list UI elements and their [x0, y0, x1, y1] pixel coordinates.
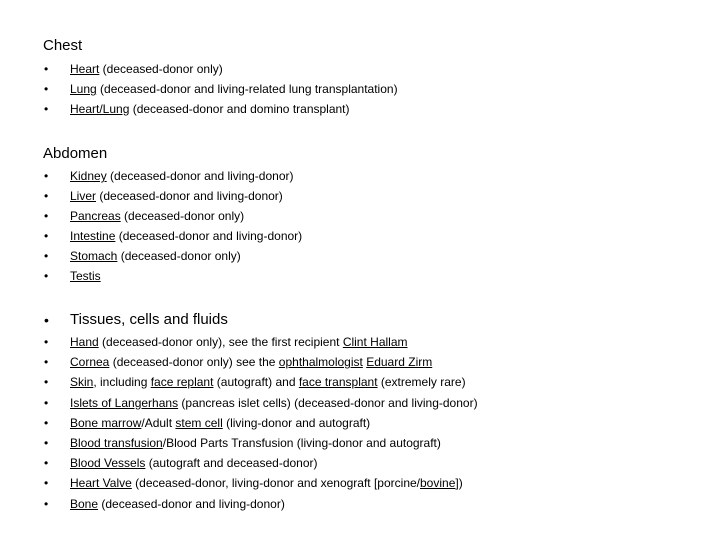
list-item-text: [70, 226, 302, 246]
link-kidney[interactable]: Kidney: [70, 169, 107, 183]
link-stomach[interactable]: Stomach: [70, 249, 118, 263]
link-lung[interactable]: Lung: [70, 82, 97, 96]
bullet-icon: •: [44, 335, 49, 349]
item-description: , including: [93, 375, 151, 390]
link-cornea[interactable]: Cornea: [70, 355, 110, 370]
link-intestine[interactable]: Intestine: [70, 229, 116, 243]
bullet-icon: •: [44, 312, 49, 328]
item-description: (deceased-donor and living-related lung transplantation): [96, 82, 398, 96]
bullet-icon: •: [44, 102, 49, 116]
bullet-icon: •: [44, 395, 49, 410]
bullet-icon: •: [44, 229, 49, 243]
list-item-text: [70, 352, 432, 372]
item-description: /Adult: [141, 415, 176, 430]
item-description: (pancreas islet cells) (deceased-donor and living-donor): [178, 395, 478, 410]
bullet-icon: •: [44, 436, 49, 450]
bullet-icon: •: [44, 476, 49, 491]
list-item-text: [70, 266, 101, 286]
item-description: (deceased-donor only) see the: [109, 355, 279, 370]
link-stem-cell[interactable]: stem cell: [175, 415, 223, 430]
link-heart-lung[interactable]: Heart/Lung: [70, 102, 130, 116]
link-bone[interactable]: Bone: [70, 496, 99, 511]
bullet-icon: •: [44, 62, 49, 76]
link-bovine[interactable]: bovine: [420, 476, 456, 491]
link-face-transplant[interactable]: face transplant: [298, 375, 378, 390]
list-item-text: [70, 433, 441, 453]
bullet-icon: •: [44, 209, 49, 223]
bullet-icon: •: [44, 82, 49, 96]
link-testis[interactable]: Testis: [70, 269, 101, 283]
item-description: (deceased-donor only), see the first recipient: [98, 335, 343, 349]
list-item-text: [70, 59, 223, 79]
list-item-text: [70, 79, 398, 99]
list-item-text: [70, 166, 293, 186]
item-description: (autograft and deceased-donor): [145, 456, 318, 471]
item-description: (living-donor and autograft): [222, 415, 371, 430]
link-pancreas[interactable]: Pancreas: [70, 209, 121, 223]
bullet-icon: •: [44, 496, 49, 511]
item-description: (deceased-donor only): [99, 62, 223, 76]
link-ophthalmologist[interactable]: ophthalmologist: [278, 355, 363, 370]
link-blood-vessels[interactable]: Blood Vessels: [70, 456, 146, 471]
bullet-icon: •: [44, 189, 49, 203]
item-description: (deceased-donor and living-donor): [106, 169, 294, 183]
list-item-text: [70, 453, 318, 473]
heading-abdomen: Abdomen: [43, 145, 108, 162]
link-eduard-zirm[interactable]: Eduard Zirm: [366, 355, 433, 370]
link-skin[interactable]: Skin: [70, 375, 94, 390]
heading-chest: Chest: [43, 37, 83, 54]
link-blood-transfusion[interactable]: Blood transfusion: [70, 436, 163, 450]
item-description: (deceased-donor and living-donor): [115, 229, 303, 243]
list-item-text: [70, 413, 370, 433]
bullet-icon: •: [44, 249, 49, 263]
list-item-text: [70, 332, 408, 352]
bullet-icon: •: [44, 269, 49, 283]
item-description: (extremely rare): [377, 375, 466, 390]
list-item-text: [70, 99, 350, 119]
item-description: /Blood Parts Transfusion (living-donor and autograft): [162, 436, 441, 450]
link-liver[interactable]: Liver: [70, 189, 97, 203]
bullet-icon: •: [44, 456, 49, 471]
bullet-icon: •: [44, 355, 49, 370]
list-item-text: [70, 246, 241, 266]
list-item-text: [70, 393, 478, 413]
list-item-text: [70, 206, 244, 226]
list-item-text: [70, 473, 463, 493]
list-item-text: [70, 372, 466, 392]
link-clint-hallam[interactable]: Clint Hallam: [342, 335, 408, 349]
item-description: (deceased-donor and living-donor): [96, 189, 283, 203]
item-description: (autograft) and: [213, 375, 299, 390]
list-item-text: [70, 186, 283, 206]
link-bone-marrow[interactable]: Bone marrow: [70, 415, 142, 430]
item-description: ]): [455, 476, 463, 491]
bullet-icon: •: [44, 169, 49, 183]
link-islets-of-langerhans[interactable]: Islets of Langerhans: [70, 395, 179, 410]
item-description: (deceased-donor and living-donor): [98, 496, 285, 511]
list-item-text: [70, 494, 285, 514]
item-description: (deceased-donor only): [117, 249, 241, 263]
link-heart-valve[interactable]: Heart Valve: [70, 476, 132, 491]
bullet-icon: •: [44, 415, 49, 430]
heading-text: Tissues, cells and fluids: [70, 311, 228, 328]
link-hand[interactable]: Hand: [70, 335, 99, 349]
item-description: (deceased-donor, living-donor and xenograft [porcine/: [131, 476, 420, 491]
link-face-replant[interactable]: face replant: [150, 375, 214, 390]
bullet-icon: •: [44, 375, 49, 390]
item-description: (deceased-donor only): [120, 209, 245, 223]
item-description: (deceased-donor and domino transplant): [129, 102, 350, 116]
link-heart[interactable]: Heart: [70, 62, 100, 76]
